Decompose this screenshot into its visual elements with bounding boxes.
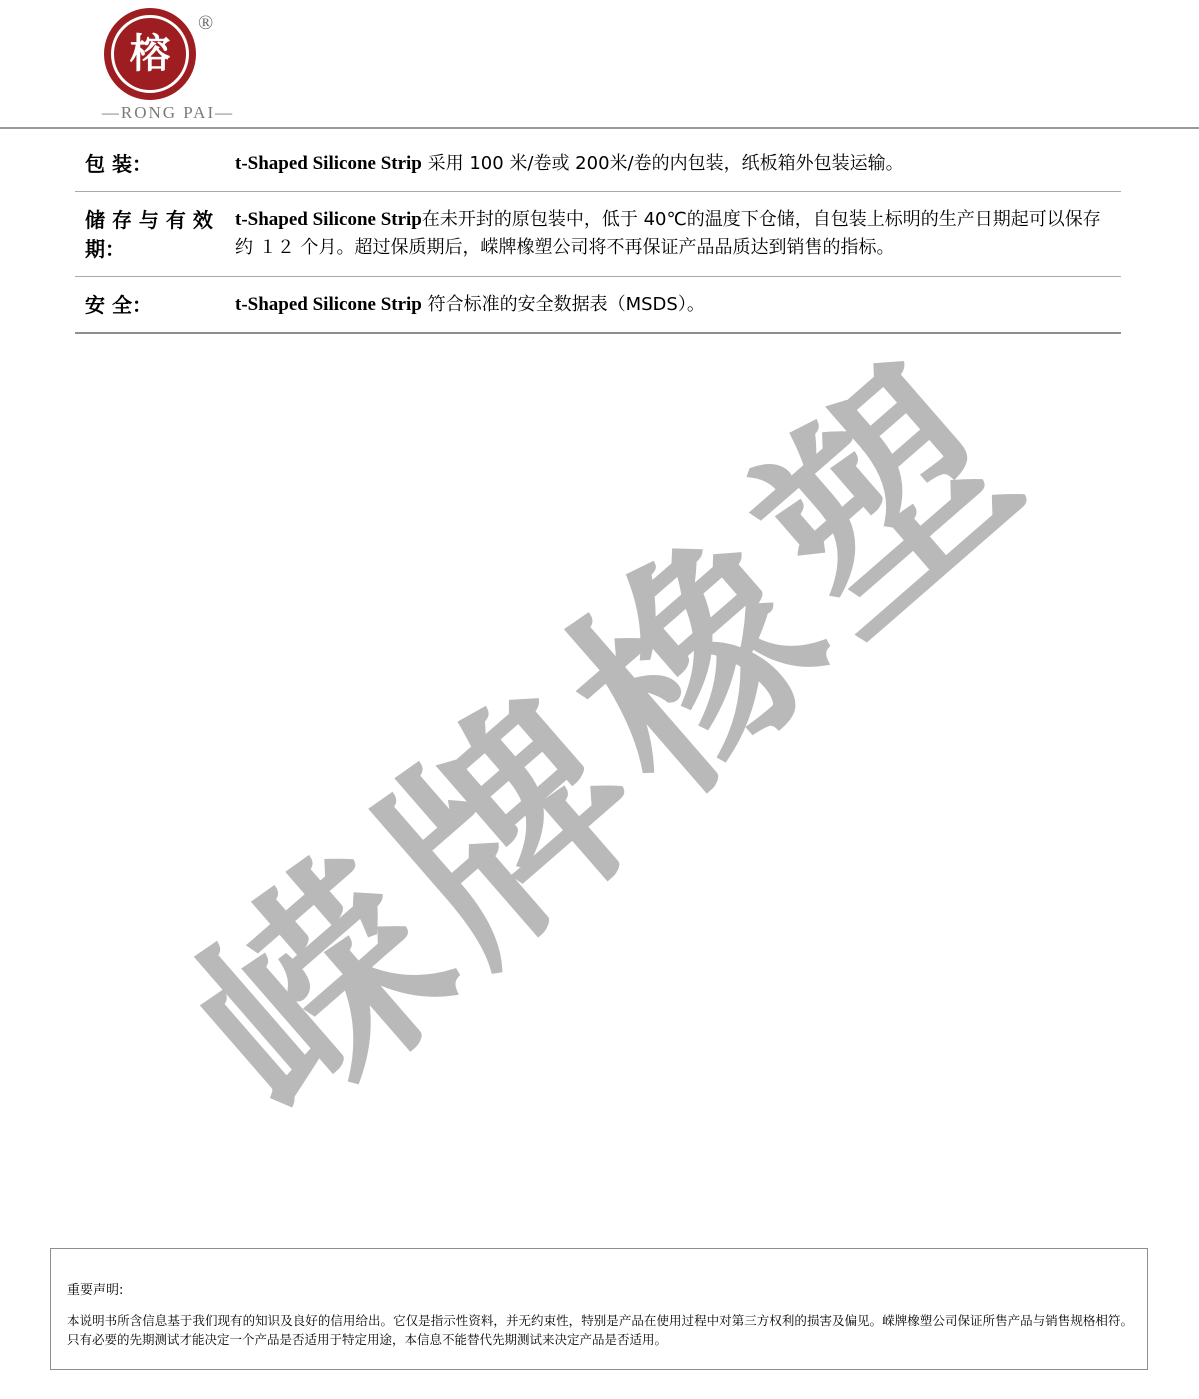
disclaimer-title: 重要声明: [67,1283,124,1298]
table-row [75,277,1121,334]
product-name: t-Shaped Silicone Strip [235,209,422,230]
specification-table [75,136,1121,334]
document-header [0,0,1199,128]
logo-wordmark: —RONG PAI— [101,103,235,122]
company-logo [78,6,258,124]
row-label-safety: 安 全： [85,293,152,317]
row-text: 符合标准的安全数据表（MSDS）。 [421,294,705,315]
row-text: 在未开封的原包装中，低于 40℃的温度下仓储，自包装上标明的生产日期起可以保存约 １２ 个月。超过保质期后，嵘牌橡塑公司将不再保证产品品质达到销售的指标。 [235,209,1101,258]
seal-icon [104,8,196,100]
row-label-packaging: 包 装： [85,152,152,176]
disclaimer-body: 本说明书所含信息基于我们现有的知识及良好的信用给出。它仅是指示性资料，并无约束性，特别是产品在使用过程中对第三方权利的损害及偏见。嵘牌橡塑公司保证所售产品与销售规格相符。只有必要的先期测试才能决定一个产品是否适用于特定用途，本信息不能替代先期测试来决定产品是否适用。 [67,1313,1133,1348]
row-label-storage: 储 存 与 有 效 期： [85,208,213,261]
row-value-safety [235,291,1121,320]
table-row [75,192,1121,277]
seal-character: 榕 [111,15,189,93]
watermark-text: 嵘牌橡塑 [151,317,1076,1170]
header-divider [0,127,1199,129]
registered-trademark-icon: ® [198,12,214,34]
table-row [75,136,1121,192]
row-text: 采用 100 米/卷或 200米/卷的内包装，纸板箱外包装运输。 [421,153,904,174]
row-value-packaging [235,150,1121,179]
disclaimer-box [50,1248,1148,1370]
row-value-storage [235,206,1121,261]
product-name: t-Shaped Silicone Strip [235,294,422,315]
product-name: t-Shaped Silicone Strip [235,153,422,174]
